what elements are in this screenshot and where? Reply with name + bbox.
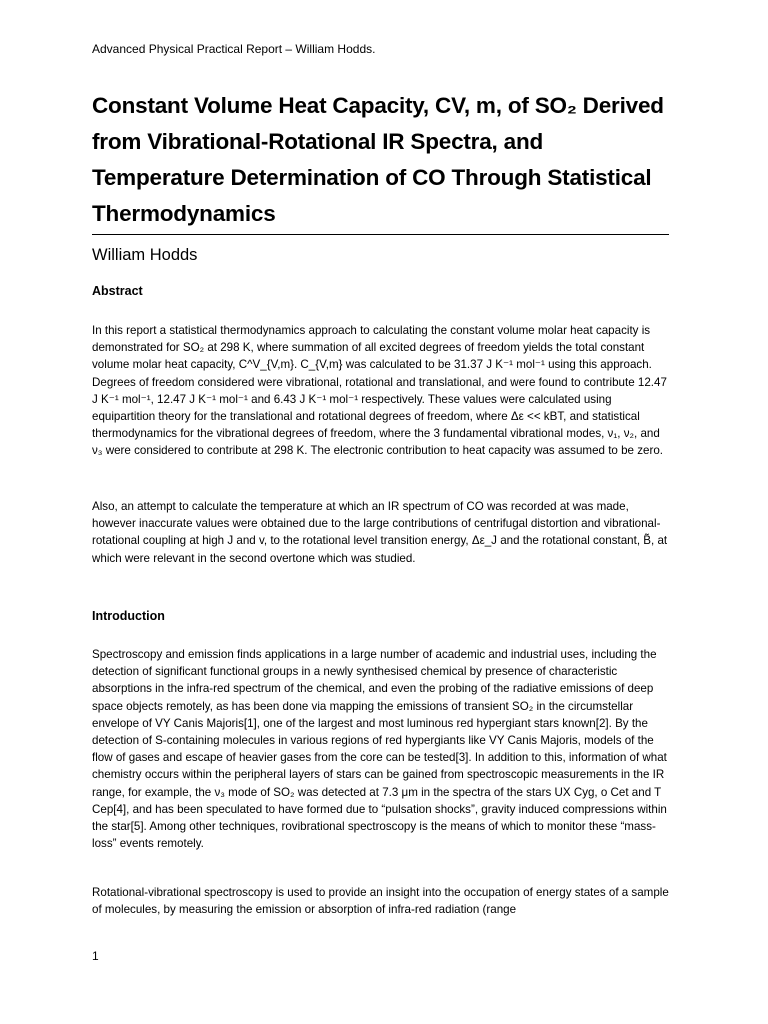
page-title: Constant Volume Heat Capacity, CV, m, of SO₂ Derived from Vibrational-Rotational IR Spectra, and Temperature Determination of CO Through Statistical Thermodynamics — [92, 93, 664, 226]
page-number: 1 — [92, 949, 99, 963]
abstract-paragraph-2: Also, an attempt to calculate the temperature at which an IR spectrum of CO was recorded at was made, however inaccurate values were obtained due to the large contributions of centrifugal distortion and vibrational-rotational coupling at high J and v, to the rotational level transition energy, Δε_J and the rotational constant, B̃, at which were relevant in the second overtone which was studied. — [92, 500, 668, 565]
document-page — [92, 0, 672, 1024]
running-head: Advanced Physical Practical Report – William Hodds. — [92, 42, 376, 56]
title-divider — [92, 234, 669, 235]
abstract-paragraph-1: In this report a statistical thermodynamics approach to calculating the constant volume molar heat capacity is demonstrated for SO₂ at 298 K, where summation of all excited degrees of freedom yields the total constant volume molar heat capacity, C^V_{V,m}. C_{V,m} was calculated to be 31.37 J K⁻¹ mol⁻¹ using this approach. Degrees of freedom considered were vibrational, rotational and translational, and were found to contribute 12.47 J K⁻¹ mol⁻¹, 12.47 J K⁻¹ mol⁻¹ and 6.43 J K⁻¹ mol⁻¹ respectively. These values were calculated using equipartition theory for the translational and rotational degrees of freedom, where Δε << kBT, and statistical thermodynamics for the vibrational degrees of freedom, where the 3 fundamental vibrational modes, ν₁, ν₂, and ν₃ were considered to contribute at 298 K. The electronic contribution to heat capacity was assumed to be zero. — [92, 324, 667, 458]
abstract-heading: Abstract — [92, 284, 143, 298]
author-name: William Hodds — [92, 246, 198, 264]
introduction-heading: Introduction — [92, 609, 165, 623]
introduction-paragraph-1: Spectroscopy and emission finds applications in a large number of academic and industrial uses, including the detection of significant functional groups in a newly synthesised chemical by presence of characteristic absorptions in the infra-red spectrum of the chemical, and even the probing of the radiative emissions of deep space objects remotely, as has been done via mapping the emissions of transient SO₂ in the circumstellar envelope of VY Canis Majoris[1], one of the largest and most luminous red hypergiant stars known[2]. By the detection of S-containing molecules in various regions of red hypergiants like VY Canis Majoris, models of the flow of gases and escape of heavier gases from the core can be tested[3]. In addition to this, information of what chemistry occurs within the peripheral layers of stars can be gained from spectroscopic measurements in the IR range, for example, the ν₃ mode of SO₂ was detected at 7.3 μm in the spectra of the stars UX Cyg, o Cet and T Cep[4], and has been speculated to have formed due to “pulsation shocks”, gravity induced compressions within the star[5]. Among other techniques, rovibrational spectroscopy is the means of which to monitor these “mass-loss” events remotely. — [92, 648, 667, 851]
introduction-paragraph-2: Rotational-vibrational spectroscopy is used to provide an insight into the occupation of energy states of a sample of molecules, by measuring the emission or absorption of infra-red radiation (range — [92, 886, 669, 917]
